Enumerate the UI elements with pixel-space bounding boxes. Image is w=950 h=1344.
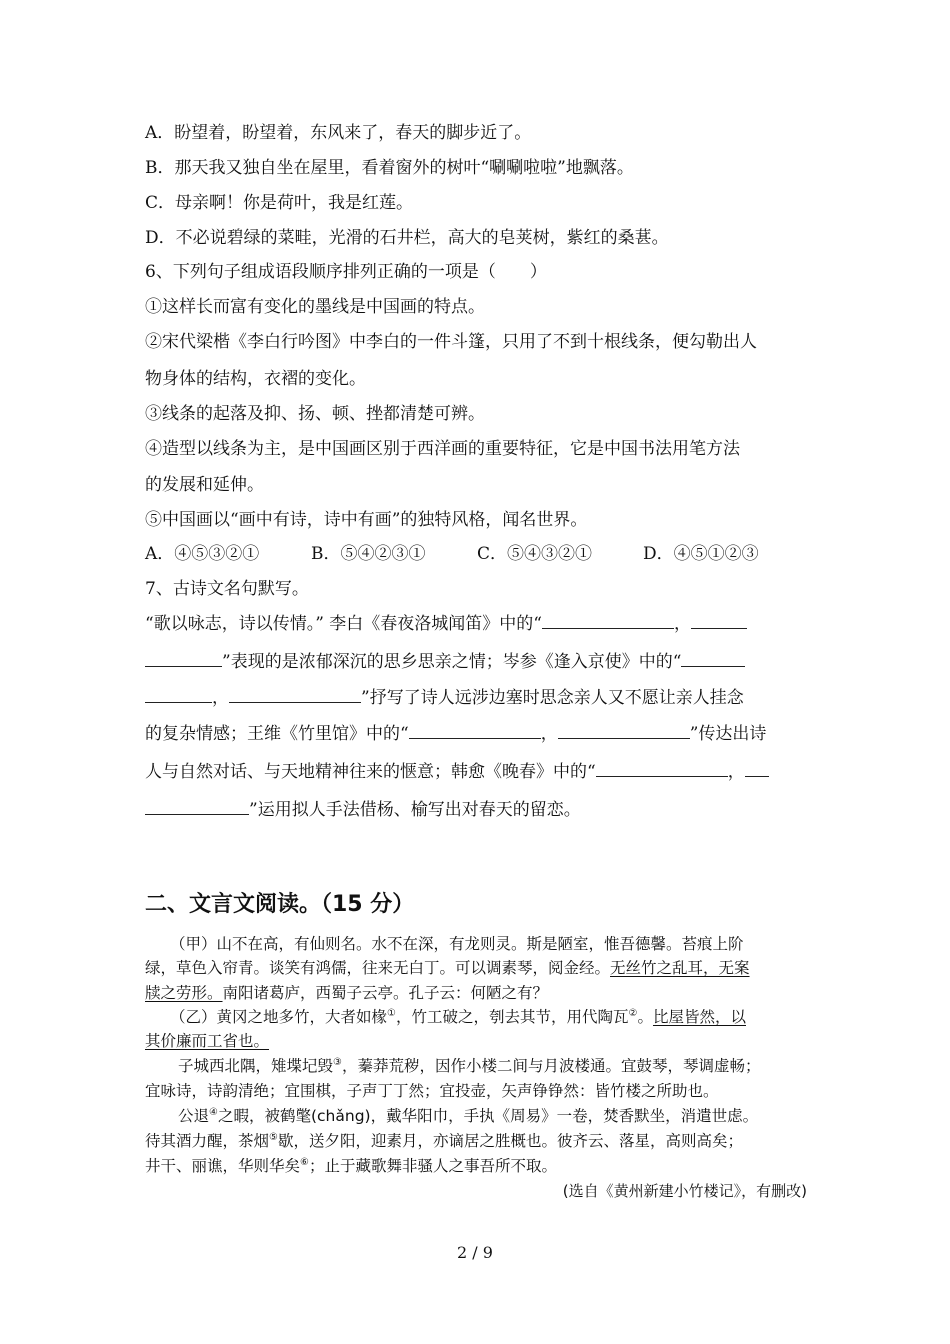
q6-sentence-3: ③线条的起落及抑、扬、顿、挫都清楚可辨。 xyxy=(145,404,485,424)
passage-jia-line2 xyxy=(145,957,750,979)
q7-line-1 xyxy=(145,612,747,635)
q6-options xyxy=(145,543,759,565)
passage-jia-line3 xyxy=(145,982,548,1004)
underlined-sentence: 比屋皆然，以 xyxy=(652,1008,746,1026)
q7-stem: 7、古诗文名句默写。 xyxy=(145,579,309,599)
underlined-sentence: 其价廉而工省也。 xyxy=(145,1032,270,1050)
passage-text: 子城西北隅，雉堞圮毁 xyxy=(178,1057,334,1075)
section-2-heading: 二、文言文阅读。（15 分） xyxy=(145,892,415,917)
footnote-marker: ① xyxy=(387,1007,396,1019)
q6-option-a: A．④⑤③②① xyxy=(145,544,260,564)
q6-sentence-5: ⑤中国画以“画中有诗，诗中有画”的独特风格，闻名世界。 xyxy=(145,510,588,530)
footnote-marker: ③ xyxy=(333,1056,342,1068)
answer-blank[interactable] xyxy=(229,686,361,703)
q7-line-4 xyxy=(145,722,766,745)
answer-blank[interactable] xyxy=(691,612,747,629)
q6-sentence-2-line1: ②宋代梁楷《李白行吟图》中李白的一件斗篷，只用了不到十根线条，便勾勒出人 xyxy=(145,332,757,352)
answer-blank[interactable] xyxy=(145,686,212,703)
q7-line-5 xyxy=(145,760,769,783)
underlined-sentence: 无丝竹之乱耳，无案 xyxy=(610,959,750,977)
q7-line6-text: ”运用拟人手法借杨、榆写出对春天的留恋。 xyxy=(249,800,581,820)
passage-p4-line2 xyxy=(145,1130,743,1152)
q7-line5-text: 人与自然对话、与天地精神往来的惬意；韩愈《晚春》中的“ xyxy=(145,762,596,782)
comma: ， xyxy=(212,688,229,708)
passage-text: 公退 xyxy=(178,1107,210,1125)
comma: ， xyxy=(727,762,745,782)
footnote-marker: ④ xyxy=(209,1106,218,1118)
comma: ， xyxy=(540,724,558,744)
comma: ， xyxy=(673,614,691,634)
q6-sentence-4-line2: 的发展和延伸。 xyxy=(145,475,264,495)
passage-p4-line1 xyxy=(178,1105,758,1127)
passage-text: ，蓁莽荒秽，因作小楼二间与月波楼通。宜鼓琴，琴调虚畅； xyxy=(341,1057,761,1075)
answer-blank[interactable] xyxy=(596,760,728,777)
passage-text: 歇，送夕阳，迎素月，亦谪居之胜概也。彼齐云、落星，高则高矣； xyxy=(277,1132,743,1150)
q6-option-c: C．⑤④③②① xyxy=(477,544,593,564)
passage-text: 待其酒力醒，茶烟 xyxy=(145,1132,270,1150)
q5-option-b: B．那天我又独自坐在屋里，看着窗外的树叶“唰唰啦啦”地飘落。 xyxy=(145,158,634,178)
passage-yi-line1 xyxy=(170,1006,746,1028)
passage-yi-line2 xyxy=(145,1030,269,1052)
q6-option-b: B．⑤④②③① xyxy=(311,544,426,564)
passage-jia-line1: （甲）山不在高，有仙则名。水不在深，有龙则灵。斯是陋室，惟吾德馨。苔痕上阶 xyxy=(170,935,744,953)
answer-blank[interactable] xyxy=(145,798,249,815)
q7-line4-text: 的复杂情感；王维《竹里馆》中的“ xyxy=(145,724,409,744)
q7-line4-end: ”传达出诗 xyxy=(689,724,767,744)
q5-option-c: C．母亲啊！你是荷叶，我是红莲。 xyxy=(145,193,414,213)
answer-blank[interactable] xyxy=(681,650,745,667)
q6-sentence-4-line1: ④造型以线条为主，是中国画区别于西洋画的重要特征，它是中国书法用笔方法 xyxy=(145,439,740,459)
q7-line-2 xyxy=(145,650,745,673)
passage-text: ，竹工破之，刳去其节，用代陶瓦 xyxy=(395,1008,629,1026)
q7-line2-text: ”表现的是浓郁深沉的思乡思亲之情；岑参《逢入京使》中的“ xyxy=(222,652,682,672)
answer-blank[interactable] xyxy=(745,760,769,777)
footnote-marker: ⑤ xyxy=(269,1131,278,1143)
passage-text: 南阳诸葛庐，西蜀子云亭。孔子云：何陋之有？ xyxy=(222,984,549,1002)
passage-p3-line1 xyxy=(178,1055,761,1077)
q6-stem: 6、下列句子组成语段顺序排列正确的一项是（ ） xyxy=(145,262,547,282)
q7-line-3 xyxy=(145,686,744,709)
passage-text: 井干、丽谯，华则华矣 xyxy=(145,1157,301,1175)
passage-text: （乙）黄冈之地多竹，大者如椽 xyxy=(170,1008,388,1026)
q5-option-d: D．不必说碧绿的菜畦，光滑的石井栏，高大的皂荚树，紫红的桑葚。 xyxy=(145,228,669,248)
passage-p4-line3 xyxy=(145,1155,557,1177)
q6-sentence-1: ①这样长而富有变化的墨线是中国画的特点。 xyxy=(145,297,485,317)
underlined-sentence: 牍之劳形。 xyxy=(145,984,223,1002)
passage-p3-line2: 宜咏诗，诗韵清绝；宜围棋，子声丁丁然；宜投壶，矢声铮铮然：皆竹楼之所助也。 xyxy=(145,1082,719,1100)
passage-text: 绿，草色入帘青。谈笑有鸿儒，往来无白丁。可以调素琴，阅金经。 xyxy=(145,959,611,977)
answer-blank[interactable] xyxy=(409,722,541,739)
answer-blank[interactable] xyxy=(542,612,674,629)
footnote-marker: ② xyxy=(628,1007,638,1019)
passage-text: ；止于藏歌舞非骚人之事吾所不取。 xyxy=(308,1157,557,1175)
page-number: 2 / 9 xyxy=(457,1243,493,1262)
q7-line1-text: “歌以咏志，诗以传情。” 李白《春夜洛城闻笛》中的“ xyxy=(145,614,542,634)
passage-text: 。 xyxy=(637,1008,653,1026)
passage-text: 之暇，被鹤氅(chǎng)，戴华阳巾，手执《周易》一卷，焚香默坐，消遣世虑。 xyxy=(217,1107,759,1125)
q6-option-d: D．④⑤①②③ xyxy=(643,544,759,564)
answer-blank[interactable] xyxy=(145,650,222,667)
footnote-marker: ⑥ xyxy=(300,1156,309,1168)
q7-line3-text: ”抒写了诗人远涉边塞时思念亲人又不愿让亲人挂念 xyxy=(361,688,744,708)
q7-line-6 xyxy=(145,798,581,821)
q5-option-a: A．盼望着，盼望着，东风来了，春天的脚步近了。 xyxy=(145,123,532,143)
passage-source: (选自《黄州新建小竹楼记》，有删改) xyxy=(562,1182,807,1200)
q6-sentence-2-line2: 物身体的结构，衣褶的变化。 xyxy=(145,369,366,389)
answer-blank[interactable] xyxy=(558,722,690,739)
